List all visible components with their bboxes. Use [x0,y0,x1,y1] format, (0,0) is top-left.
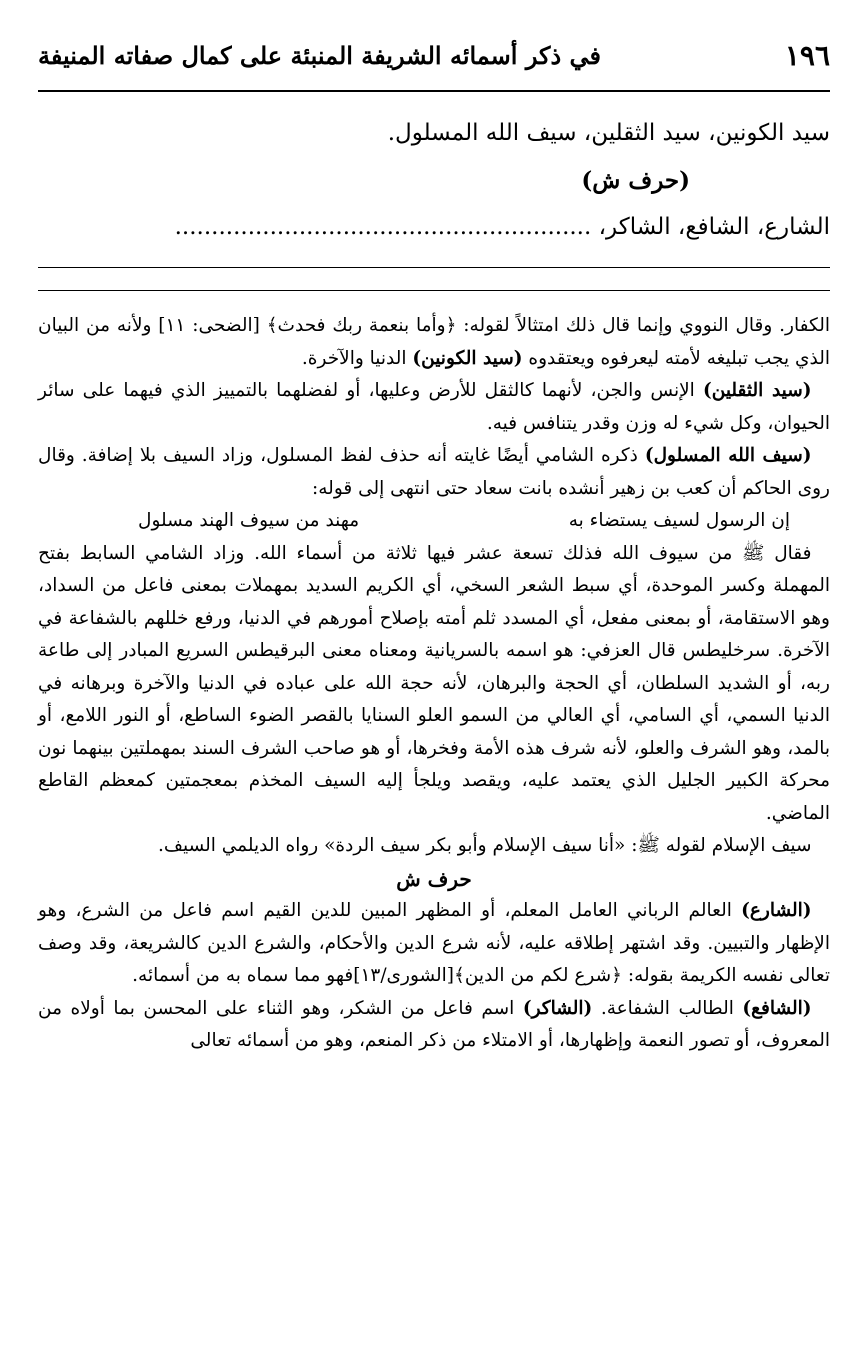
note-text: الإنس والجن، لأنهما كالثقل للأرض وعليها، أو لفضلهما بالتمييز الذي فيهما على سائر الحيوان، وكل شيء له وزن وقدر يتنافس فيه. [38,380,830,434]
note-paragraph-2 [38,375,830,440]
note-text: الدنيا والآخرة. [301,347,407,369]
note-term: (الشافع) [742,997,812,1019]
header-rule [38,90,830,92]
note-term: (سيد الثقلين) [702,380,812,401]
note-paragraph-1 [38,310,830,375]
verse-second-hemistich: مهند من سيوف الهند مسلول [138,510,360,531]
note-text: اسم فاعل من الشكر، وهو الثناء على المحسن بما أولاه من المعروف، أو تصور النعمة وإظهارها، أو الامتلاء من ذكر المنعم، وهو من أسمائه تعالى [38,997,830,1051]
note-term: (سيف الله المسلول) [644,445,812,466]
page-number: ١٩٦ [784,38,830,72]
note-paragraph-4: فقال ﷺ من سيوف الله فذلك تسعة عشر فيها ثلاثة من أسماء الله. وزاد الشامي السابط بفتح المهملة وكسر الموحدة، أي سبط الشعر السخي، أي الكريم السديد بمهملات بمعنى فاعل من السداد، وهو الاستقامة، أو بمعنى مفعل، أي المسدد ثلم أمته بإصلاح أمورهم في الدنيا، ورفع خللهم بالشفاعة في الآخرة. سرخليطس قال العزفي: هو اسمه بالسريانية ومعناه معنى البرقيطس السريع المبادر إلى طاعة ربه، أو الشديد السلطان، أي الحجة والبرهان، لأنه حجة الله على عباده في الدنيا والآخرة وبرهانه في الدنيا السمي، أي السامي، أي العالي من السمو العلو السنايا بالقصر الضوء الساطع، أو النور اللامع، أو بالمد، وهو الشرف والعلو، لأنه شرف هذه الأمة وفخرها، أو هو صاحب الشرف السند بمهملتين بينهما نون محركة الكبير الجليل الذي يعتمد عليه، ويقصد ويلجأ إليه السيف المخذم بمعجمتين كمعظم القاطع الماضي. [38,542,830,824]
note-text: ذكره الشامي أيضًا غايته أنه حذف لفظ المسلول، وزاد السيف بلا إضافة. وقال روى الحاكم أن كعب بن زهير أنشده بانت سعاد حتى انتهى إلى قوله: [38,445,830,499]
main-line-3-text: الشارع، الشافع، الشاكر، [598,214,830,240]
separator-rule-2 [38,290,830,291]
note-paragraph-3 [38,440,830,505]
separator-rule-1 [38,267,830,268]
dotted-leader: ......................................................... [174,214,592,240]
page-header [38,30,830,80]
note-text: الكفار. وقال النووي وإنما قال ذلك امتثالاً لقوله: ﴿وأما بنعمة ربك فحدث﴾ [الضحى: ١١] ولأنه من البيان الذي يجب تبليغه لأمته ليعرفوه ويعتقدوه [38,315,830,369]
commentary-notes [38,310,830,1058]
main-line-3 [38,204,830,251]
running-title: في ذكر أسمائه الشريفة المنبئة على كمال صفاته المنيفة [38,40,602,70]
note-paragraph-6 [38,895,830,993]
note-term: (سيد الكونين) [412,347,523,369]
note-text: العالم الرباني العامل المعلم، أو المظهر المبين للدين القيم اسم فاعل من الشرع، وهو الإظهار والتبيين. وقد اشتهر إطلاقه عليه، لأنه شرع الدين والأحكام، والشرع الدين كالشريعة، وقد وصف تعالى نفسه الكريمة بقوله: ﴿شرع لكم من الدين﴾[الشورى/١٣]فهو مما سماه به من أسمائه. [38,900,830,986]
main-text [38,110,830,251]
main-line-1: سيد الكونين، سيد الثقلين، سيف الله المسلول. [387,120,830,146]
poetry-verse [38,505,830,538]
note-term: (الشاكر) [522,997,593,1019]
section-heading: (حرف ش) [581,167,690,194]
notes-heading: حرف ش [396,866,472,891]
verse-first-hemistich: إن الرسول لسيف يستضاء به [568,510,790,531]
note-text: الطالب الشفاعة. [600,997,734,1019]
note-term: (الشارع) [741,900,812,921]
note-paragraph-7 [38,993,830,1058]
note-paragraph-5: سيف الإسلام لقوله ﷺ: «أنا سيف الإسلام وأبو بكر سيف الردة» رواه الديلمي السيف. [157,835,812,856]
